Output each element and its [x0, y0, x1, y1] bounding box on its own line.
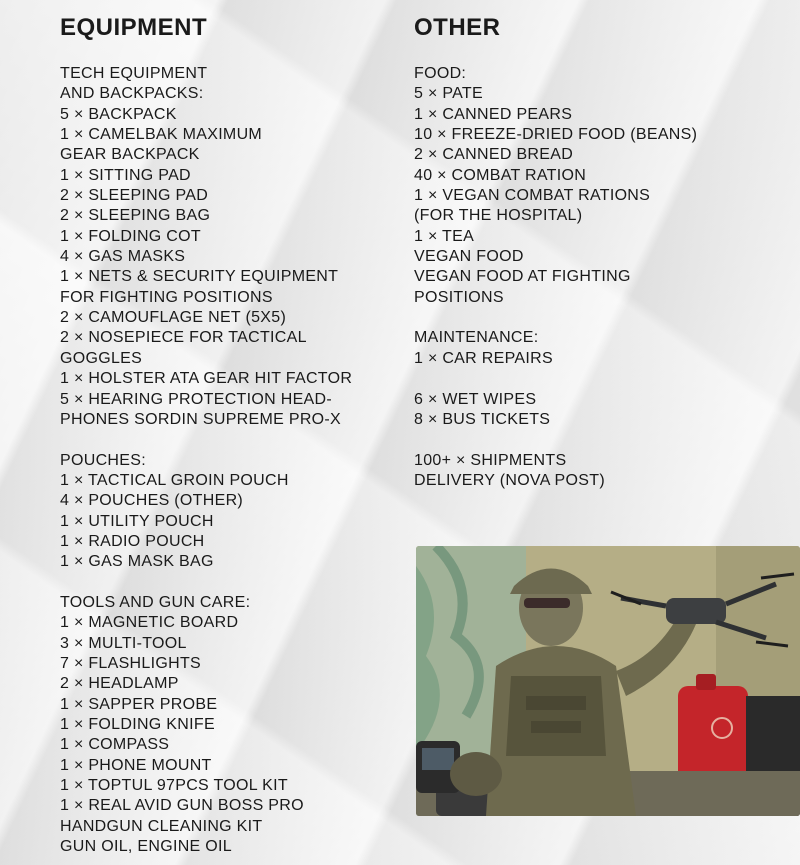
other-line: 10 × FREEZE-DRIED FOOD (BEANS) [414, 126, 698, 144]
other-line: VEGAN FOOD AT FIGHTING [414, 268, 631, 286]
list-spacer [414, 369, 697, 389]
equipment-line: GOGGLES [60, 349, 143, 367]
equipment-line: 5 × BACKPACK [60, 105, 177, 123]
equipment-line: 4 × POUCHES (OTHER) [60, 492, 244, 510]
equipment-line: TECH EQUIPMENT [60, 65, 208, 82]
other-line: 100+ × SHIPMENTS [414, 451, 567, 469]
equipment-line: 1 × SAPPER PROBE [60, 695, 218, 713]
equipment-line: PHONES SORDIN SUPREME PRO-X [60, 410, 342, 428]
photo-illustration [416, 546, 800, 816]
equipment-line: AND BACKPACKS: [60, 85, 204, 103]
list-spacer [60, 430, 352, 450]
equipment-line: 4 × GAS MASKS [60, 248, 186, 266]
equipment-line: 1 × HOLSTER ATA GEAR HIT FACTOR [60, 370, 353, 388]
other-line: POSITIONS [414, 288, 504, 306]
equipment-line: 1 × SITTING PAD [60, 166, 191, 184]
equipment-line: 1 × COMPASS [60, 736, 170, 754]
equipment-line: GUN OIL, ENGINE OIL [60, 838, 232, 856]
equipment-line: FOR FIGHTING POSITIONS [60, 288, 273, 306]
equipment-line: TOOLS AND GUN CARE: [60, 593, 251, 611]
equipment-line: 1 × CAMELBAK MAXIMUM [60, 126, 263, 144]
other-line: 1 × TEA [414, 227, 475, 245]
equipment-line: POUCHES: [60, 451, 146, 469]
other-line: (FOR THE HOSPITAL) [414, 207, 583, 225]
equipment-line: 1 × TOPTUL 97PCS TOOL KIT [60, 777, 288, 795]
other-line: DELIVERY (NOVA POST) [414, 471, 605, 489]
other-line: MAINTENANCE: [414, 329, 539, 347]
equipment-line: 1 × MAGNETIC BOARD [60, 614, 239, 632]
other-line: VEGAN FOOD [414, 248, 524, 266]
other-line: 6 × WET WIPES [414, 390, 537, 408]
equipment-heading: EQUIPMENT [60, 14, 208, 41]
other-line: 8 × BUS TICKETS [414, 410, 551, 428]
other-line: 2 × CANNED BREAD [414, 146, 574, 164]
equipment-line: 2 × NOSEPIECE FOR TACTICAL [60, 329, 307, 347]
equipment-line: 1 × UTILITY POUCH [60, 512, 214, 530]
equipment-line: 1 × GAS MASK BAG [60, 553, 214, 571]
soldier-drone-photo [416, 546, 800, 816]
other-line: 1 × CAR REPAIRS [414, 349, 553, 367]
other-line: 1 × VEGAN COMBAT RATIONS [414, 187, 651, 205]
equipment-line: 5 × HEARING PROTECTION HEAD- [60, 390, 332, 408]
equipment-line: 2 × HEADLAMP [60, 675, 179, 693]
equipment-line: HANDGUN CLEANING KIT [60, 817, 263, 835]
other-line: 40 × COMBAT RATION [414, 166, 587, 184]
equipment-line: 2 × CAMOUFLAGE NET (5X5) [60, 309, 287, 327]
equipment-line: 7 × FLASHLIGHTS [60, 654, 201, 672]
other-line: FOOD: [414, 65, 467, 82]
list-spacer [414, 308, 697, 328]
list-spacer [60, 573, 352, 593]
equipment-line: 1 × REAL AVID GUN BOSS PRO [60, 797, 304, 815]
equipment-line: 1 × FOLDING KNIFE [60, 716, 215, 733]
equipment-line: 3 × MULTI-TOOL [60, 634, 187, 652]
other-list [414, 64, 697, 491]
other-line: 1 × CANNED PEARS [414, 105, 573, 123]
other-line: 5 × PATE [414, 85, 483, 103]
equipment-line: 1 × NETS & SECURITY EQUIPMENT [60, 268, 339, 286]
other-heading: OTHER [414, 14, 501, 41]
equipment-line: GEAR BACKPACK [60, 146, 200, 164]
equipment-line: 2 × SLEEPING BAG [60, 207, 211, 225]
equipment-list [60, 64, 352, 857]
equipment-line: 1 × PHONE MOUNT [60, 756, 212, 774]
equipment-line: 1 × FOLDING COT [60, 227, 201, 245]
equipment-line: 2 × SLEEPING PAD [60, 187, 209, 205]
equipment-line: 1 × RADIO POUCH [60, 532, 205, 550]
equipment-line: 1 × TACTICAL GROIN POUCH [60, 471, 289, 489]
list-spacer [414, 430, 697, 450]
